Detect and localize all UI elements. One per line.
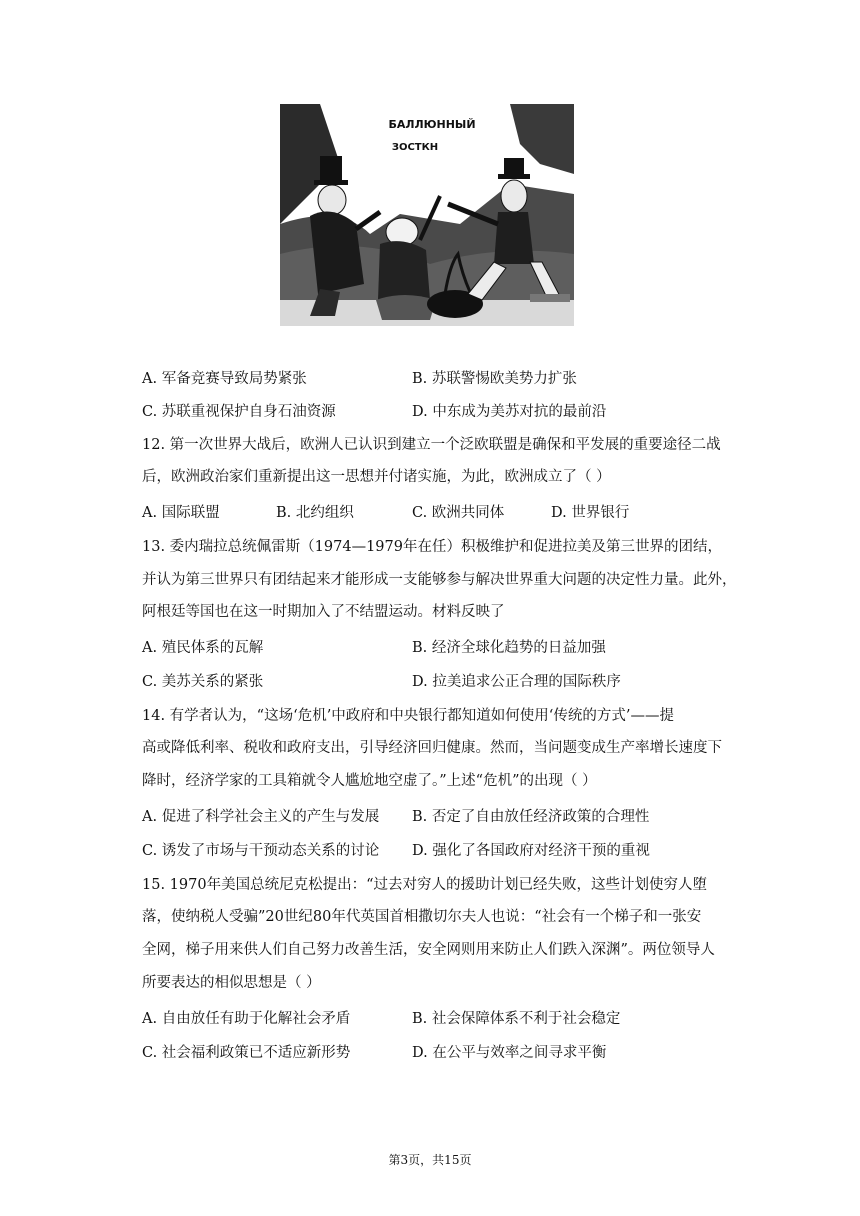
q15-option-b: B. 社会保障体系不利于社会稳定 — [412, 1011, 621, 1027]
q13-stem-line1: 13. 委内瑞拉总统佩雷斯（1974—1979年在任）积极维护和促进拉美及第三世界的团结， — [142, 539, 722, 555]
q11-option-b: B. 苏联警惕欧美势力扩张 — [412, 371, 577, 387]
q11-option-c: C. 苏联重视保护自身石油资源 — [142, 404, 336, 420]
q12-stem-line2: 后，欧洲政治家们重新提出这一思想并付诸实施，为此，欧洲成立了（ ） — [142, 469, 611, 485]
q13-option-a: A. 殖民体系的瓦解 — [142, 640, 264, 656]
q14-stem-line2: 高或降低利率、税收和政府支出，引导经济回归健康。然而，当问题变成生产率增长速度下 — [142, 740, 722, 756]
q13-option-d: D. 拉美追求公正合理的国际秩序 — [412, 674, 621, 690]
q12-option-a: A. 国际联盟 — [142, 505, 220, 521]
q13-stem-line2: 并认为第三世界只有团结起来才能形成一支能够参与解决世界重大问题的决定性力量。此外， — [142, 572, 737, 588]
q11-option-d: D. 中东成为美苏对抗的最前沿 — [412, 404, 607, 420]
q11-option-a: A. 军备竞赛导致局势紧张 — [142, 371, 307, 387]
q12-option-d: D. 世界银行 — [551, 505, 630, 521]
q14-option-c: C. 诱发了市场与干预动态关系的讨论 — [142, 843, 380, 859]
q13-stem-line3: 阿根廷等国也在这一时期加入了不结盟运动。材料反映了 — [142, 604, 505, 620]
q12-stem-line1: 12. 第一次世界大战后，欧洲人已认识到建立一个泛欧联盟是确保和平发展的重要途径二战 — [142, 437, 721, 453]
q15-option-c: C. 社会福利政策已不适应新形势 — [142, 1045, 351, 1061]
q14-stem-line3: 降时，经济学家的工具箱就令人尴尬地空虚了。”上述“危机”的出现（ ） — [142, 773, 597, 789]
q13-option-b: B. 经济全球化趋势的日益加强 — [412, 640, 606, 656]
q15-stem-line4: 所要表达的相似思想是（ ） — [142, 975, 321, 991]
q15-option-d: D. 在公平与效率之间寻求平衡 — [412, 1045, 607, 1061]
q15-stem-line1: 15. 1970年美国总统尼克松提出：“过去对穷人的援助计划已经失败，这些计划使穷人堕 — [142, 877, 707, 893]
q12-option-c: C. 欧洲共同体 — [412, 505, 505, 521]
page-number-footer: 第3页，共15页 — [388, 1153, 472, 1167]
cartoon-caption-1: БАЛЛЮННЫЙ — [388, 118, 476, 131]
q14-option-a: A. 促进了科学社会主义的产生与发展 — [142, 809, 380, 825]
q14-stem-line1: 14. 有学者认为，“这场‘危机’中政府和中央银行都知道如何使用‘传统的方式’——提 — [142, 708, 675, 724]
q14-option-b: B. 否定了自由放任经济政策的合理性 — [412, 809, 650, 825]
q15-stem-line2: 落，使纳税人受骗”20世纪80年代英国首相撒切尔夫人也说：“社会有一个梯子和一张安 — [142, 909, 702, 925]
q15-stem-line3: 全网，梯子用来供人们自己努力改善生活，安全网则用来防止人们跌入深渊”。两位领导人 — [142, 942, 715, 958]
q13-option-c: C. 美苏关系的紧张 — [142, 674, 264, 690]
q15-option-a: A. 自由放任有助于化解社会矛盾 — [142, 1011, 351, 1027]
q12-option-b: B. 北约组织 — [276, 505, 354, 521]
political-cartoon-image — [280, 104, 574, 326]
q14-option-d: D. 强化了各国政府对经济干预的重视 — [412, 843, 650, 859]
cartoon-caption-2: ЗОСТКН — [391, 142, 439, 153]
